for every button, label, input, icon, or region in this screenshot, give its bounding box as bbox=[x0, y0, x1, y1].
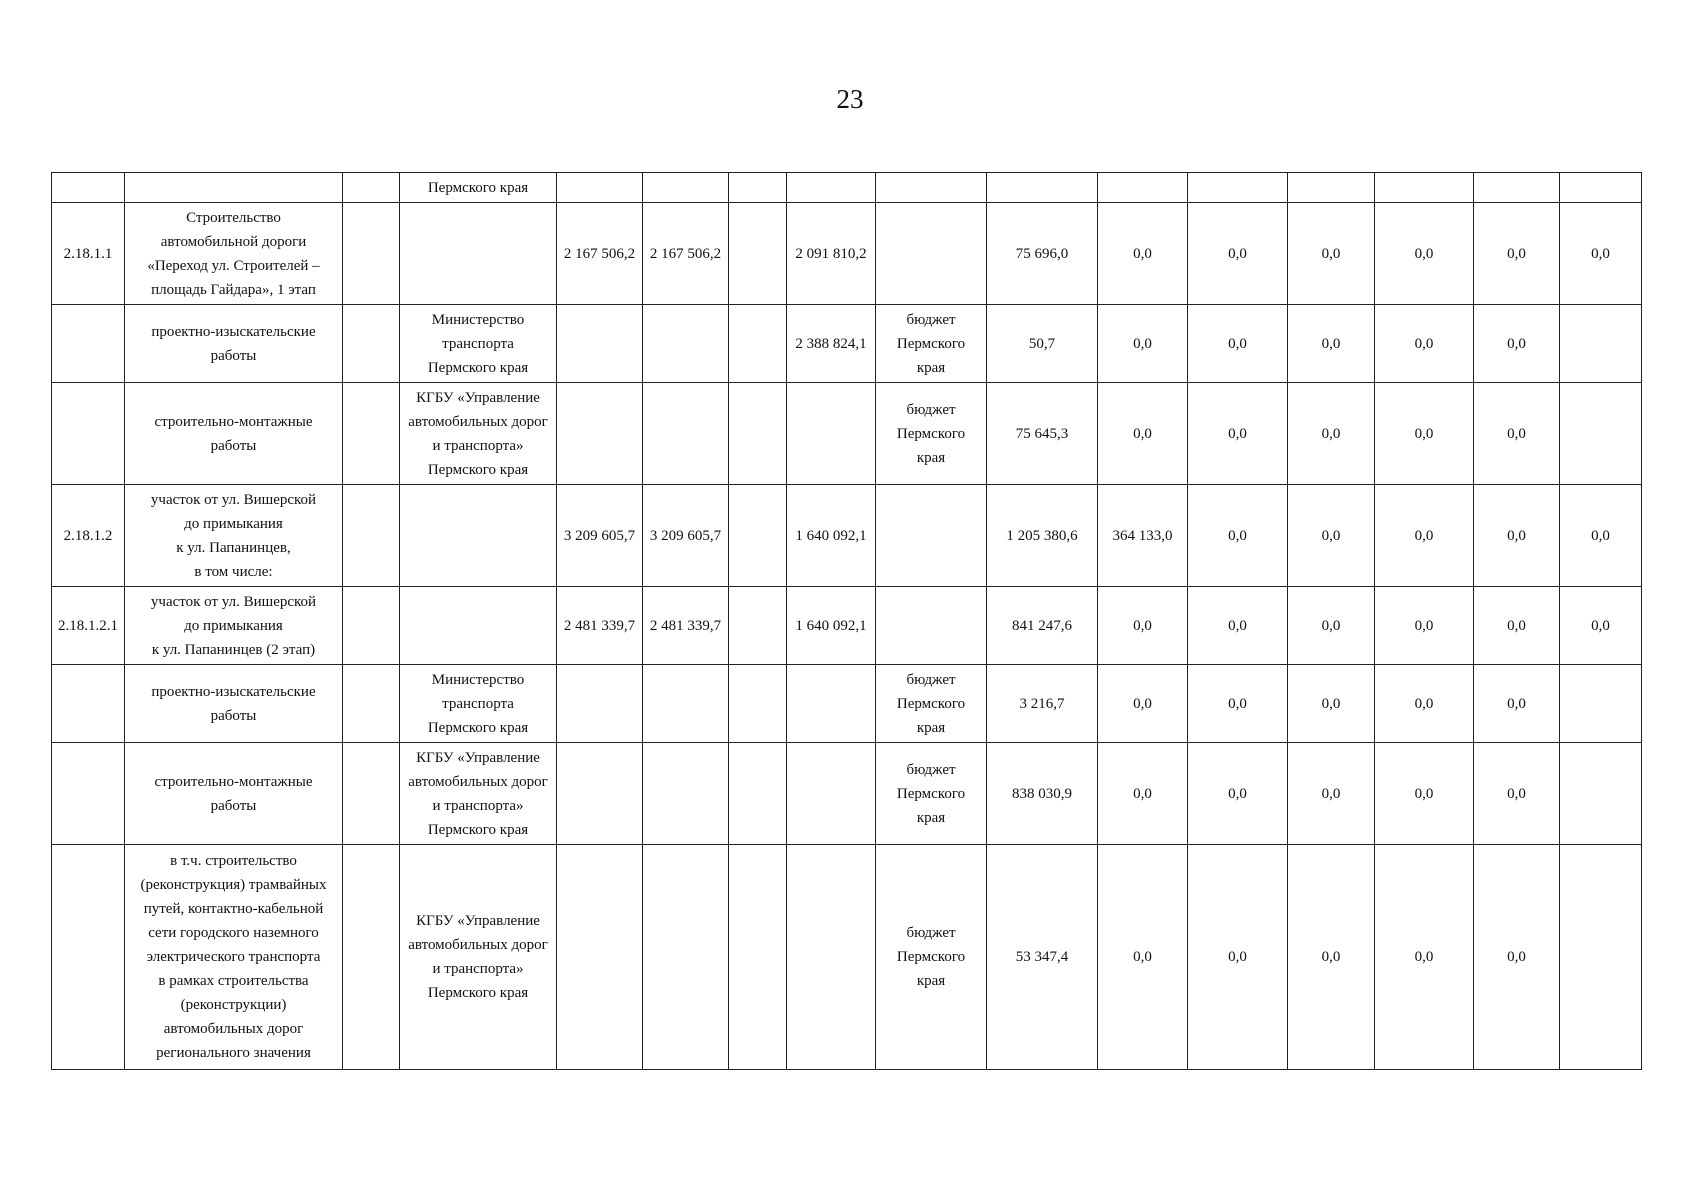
cell-year-3 bbox=[1188, 173, 1288, 203]
cell-col-4 bbox=[787, 665, 876, 743]
cell-code bbox=[52, 305, 125, 383]
cell-col-3 bbox=[729, 665, 787, 743]
cell-col-3 bbox=[729, 743, 787, 845]
cell-year-5 bbox=[1375, 173, 1474, 203]
cell-executor bbox=[400, 587, 557, 665]
cell-col-4 bbox=[787, 173, 876, 203]
table-row bbox=[52, 173, 1642, 203]
cell-executor: Пермского края bbox=[400, 173, 557, 203]
cell-funding-source bbox=[876, 173, 987, 203]
page-number: 23 bbox=[836, 84, 864, 114]
cell-year-7 bbox=[1560, 383, 1642, 485]
cell-total-cost: 3 209 605,7 bbox=[557, 485, 643, 587]
cell-year-2: 0,0 bbox=[1098, 845, 1188, 1070]
cell-funding-source: бюджет Пермского края bbox=[876, 305, 987, 383]
cell-estimated-cost bbox=[643, 845, 729, 1070]
cell-year-7 bbox=[1560, 743, 1642, 845]
table-row bbox=[52, 305, 1642, 383]
cell-year-4: 0,0 bbox=[1288, 743, 1375, 845]
cell-total-cost: 2 167 506,2 bbox=[557, 203, 643, 305]
table-row bbox=[52, 845, 1642, 1070]
cell-blank bbox=[343, 383, 400, 485]
cell-name: в т.ч. строительство (реконструкция) трамвайных путей, контактно-кабельной сети городского наземного электрического транспорта в рамках строительства (реконструкции) автомобильных дорог регионального значения bbox=[125, 845, 343, 1070]
cell-year-6: 0,0 bbox=[1474, 383, 1560, 485]
cell-executor bbox=[400, 485, 557, 587]
cell-executor: КГБУ «Управление автомобильных дорог и транспорта» Пермского края bbox=[400, 845, 557, 1070]
cell-col-3 bbox=[729, 485, 787, 587]
cell-total-cost bbox=[557, 743, 643, 845]
cell-year-1: 75 645,3 bbox=[987, 383, 1098, 485]
cell-executor: КГБУ «Управление автомобильных дорог и транспорта» Пермского края bbox=[400, 743, 557, 845]
cell-year-4: 0,0 bbox=[1288, 587, 1375, 665]
cell-year-2 bbox=[1098, 173, 1188, 203]
cell-name: Строительство автомобильной дороги «Переход ул. Строителей – площадь Гайдара», 1 этап bbox=[125, 203, 343, 305]
cell-executor: Министерство транспорта Пермского края bbox=[400, 665, 557, 743]
cell-year-6 bbox=[1474, 173, 1560, 203]
cell-name: участок от ул. Вишерской до примыкания к ул. Папанинцев (2 этап) bbox=[125, 587, 343, 665]
cell-year-1: 75 696,0 bbox=[987, 203, 1098, 305]
cell-year-7 bbox=[1560, 665, 1642, 743]
cell-executor bbox=[400, 203, 557, 305]
cell-name: проектно-изыскательские работы bbox=[125, 665, 343, 743]
cell-blank bbox=[343, 743, 400, 845]
cell-col-3 bbox=[729, 845, 787, 1070]
cell-year-7 bbox=[1560, 305, 1642, 383]
cell-year-3: 0,0 bbox=[1188, 305, 1288, 383]
cell-estimated-cost bbox=[643, 173, 729, 203]
cell-year-6: 0,0 bbox=[1474, 305, 1560, 383]
table-row bbox=[52, 587, 1642, 665]
cell-code bbox=[52, 383, 125, 485]
cell-year-6: 0,0 bbox=[1474, 743, 1560, 845]
cell-year-1 bbox=[987, 173, 1098, 203]
cell-year-2: 0,0 bbox=[1098, 203, 1188, 305]
cell-funding-source bbox=[876, 203, 987, 305]
cell-col-3 bbox=[729, 587, 787, 665]
cell-col-3 bbox=[729, 305, 787, 383]
cell-year-2: 364 133,0 bbox=[1098, 485, 1188, 587]
table-body bbox=[52, 173, 1642, 1070]
cell-total-cost bbox=[557, 305, 643, 383]
cell-year-1: 841 247,6 bbox=[987, 587, 1098, 665]
cell-year-1: 53 347,4 bbox=[987, 845, 1098, 1070]
cell-code: 2.18.1.1 bbox=[52, 203, 125, 305]
budget-table bbox=[51, 172, 1642, 1070]
cell-name: строительно-монтажные работы bbox=[125, 383, 343, 485]
cell-blank bbox=[343, 485, 400, 587]
cell-name: строительно-монтажные работы bbox=[125, 743, 343, 845]
cell-year-6: 0,0 bbox=[1474, 485, 1560, 587]
cell-blank bbox=[343, 587, 400, 665]
cell-funding-source: бюджет Пермского края bbox=[876, 743, 987, 845]
cell-estimated-cost bbox=[643, 383, 729, 485]
cell-executor: КГБУ «Управление автомобильных дорог и транспорта» Пермского края bbox=[400, 383, 557, 485]
cell-year-6: 0,0 bbox=[1474, 587, 1560, 665]
cell-code: 2.18.1.2 bbox=[52, 485, 125, 587]
cell-estimated-cost bbox=[643, 305, 729, 383]
cell-code: 2.18.1.2.1 bbox=[52, 587, 125, 665]
table-row bbox=[52, 203, 1642, 305]
cell-col-3 bbox=[729, 383, 787, 485]
cell-year-7: 0,0 bbox=[1560, 587, 1642, 665]
cell-year-5: 0,0 bbox=[1375, 305, 1474, 383]
cell-year-5: 0,0 bbox=[1375, 383, 1474, 485]
cell-year-2: 0,0 bbox=[1098, 743, 1188, 845]
cell-col-4 bbox=[787, 845, 876, 1070]
cell-col-4: 2 091 810,2 bbox=[787, 203, 876, 305]
cell-year-2: 0,0 bbox=[1098, 665, 1188, 743]
cell-code bbox=[52, 173, 125, 203]
cell-blank bbox=[343, 305, 400, 383]
cell-col-4: 2 388 824,1 bbox=[787, 305, 876, 383]
cell-blank bbox=[343, 665, 400, 743]
table-row bbox=[52, 665, 1642, 743]
cell-estimated-cost: 3 209 605,7 bbox=[643, 485, 729, 587]
cell-col-4 bbox=[787, 383, 876, 485]
cell-total-cost bbox=[557, 173, 643, 203]
cell-name: участок от ул. Вишерской до примыкания к ул. Папанинцев, в том числе: bbox=[125, 485, 343, 587]
cell-year-6: 0,0 bbox=[1474, 665, 1560, 743]
cell-year-7: 0,0 bbox=[1560, 485, 1642, 587]
cell-name: проектно-изыскательские работы bbox=[125, 305, 343, 383]
cell-name bbox=[125, 173, 343, 203]
cell-year-2: 0,0 bbox=[1098, 305, 1188, 383]
cell-year-6: 0,0 bbox=[1474, 203, 1560, 305]
cell-estimated-cost bbox=[643, 743, 729, 845]
cell-year-7: 0,0 bbox=[1560, 203, 1642, 305]
table-row bbox=[52, 743, 1642, 845]
cell-year-5: 0,0 bbox=[1375, 665, 1474, 743]
cell-year-1: 1 205 380,6 bbox=[987, 485, 1098, 587]
cell-year-7 bbox=[1560, 845, 1642, 1070]
cell-total-cost bbox=[557, 383, 643, 485]
cell-funding-source: бюджет Пермского края bbox=[876, 845, 987, 1070]
cell-year-4: 0,0 bbox=[1288, 485, 1375, 587]
cell-code bbox=[52, 665, 125, 743]
cell-estimated-cost bbox=[643, 665, 729, 743]
cell-year-3: 0,0 bbox=[1188, 587, 1288, 665]
cell-estimated-cost: 2 167 506,2 bbox=[643, 203, 729, 305]
cell-funding-source: бюджет Пермского края bbox=[876, 383, 987, 485]
cell-year-3: 0,0 bbox=[1188, 845, 1288, 1070]
cell-year-3: 0,0 bbox=[1188, 203, 1288, 305]
cell-estimated-cost: 2 481 339,7 bbox=[643, 587, 729, 665]
cell-total-cost bbox=[557, 845, 643, 1070]
cell-total-cost bbox=[557, 665, 643, 743]
cell-year-5: 0,0 bbox=[1375, 485, 1474, 587]
cell-year-4: 0,0 bbox=[1288, 665, 1375, 743]
cell-year-3: 0,0 bbox=[1188, 665, 1288, 743]
table-row bbox=[52, 383, 1642, 485]
cell-year-5: 0,0 bbox=[1375, 743, 1474, 845]
cell-year-2: 0,0 bbox=[1098, 587, 1188, 665]
cell-code bbox=[52, 743, 125, 845]
cell-executor: Министерство транспорта Пермского края bbox=[400, 305, 557, 383]
cell-year-6: 0,0 bbox=[1474, 845, 1560, 1070]
cell-year-3: 0,0 bbox=[1188, 485, 1288, 587]
cell-year-5: 0,0 bbox=[1375, 203, 1474, 305]
cell-year-1: 50,7 bbox=[987, 305, 1098, 383]
cell-year-4: 0,0 bbox=[1288, 203, 1375, 305]
cell-col-3 bbox=[729, 173, 787, 203]
cell-funding-source bbox=[876, 485, 987, 587]
cell-year-4 bbox=[1288, 173, 1375, 203]
cell-funding-source bbox=[876, 587, 987, 665]
cell-year-4: 0,0 bbox=[1288, 845, 1375, 1070]
cell-blank bbox=[343, 203, 400, 305]
cell-col-4 bbox=[787, 743, 876, 845]
cell-year-5: 0,0 bbox=[1375, 845, 1474, 1070]
table-row bbox=[52, 485, 1642, 587]
cell-year-5: 0,0 bbox=[1375, 587, 1474, 665]
cell-col-4: 1 640 092,1 bbox=[787, 485, 876, 587]
cell-year-7 bbox=[1560, 173, 1642, 203]
cell-col-4: 1 640 092,1 bbox=[787, 587, 876, 665]
cell-year-4: 0,0 bbox=[1288, 383, 1375, 485]
cell-blank bbox=[343, 845, 400, 1070]
cell-code bbox=[52, 845, 125, 1070]
cell-year-1: 3 216,7 bbox=[987, 665, 1098, 743]
cell-year-3: 0,0 bbox=[1188, 383, 1288, 485]
cell-total-cost: 2 481 339,7 bbox=[557, 587, 643, 665]
cell-col-3 bbox=[729, 203, 787, 305]
cell-year-2: 0,0 bbox=[1098, 383, 1188, 485]
cell-year-1: 838 030,9 bbox=[987, 743, 1098, 845]
cell-year-4: 0,0 bbox=[1288, 305, 1375, 383]
cell-blank bbox=[343, 173, 400, 203]
cell-year-3: 0,0 bbox=[1188, 743, 1288, 845]
cell-funding-source: бюджет Пермского края bbox=[876, 665, 987, 743]
